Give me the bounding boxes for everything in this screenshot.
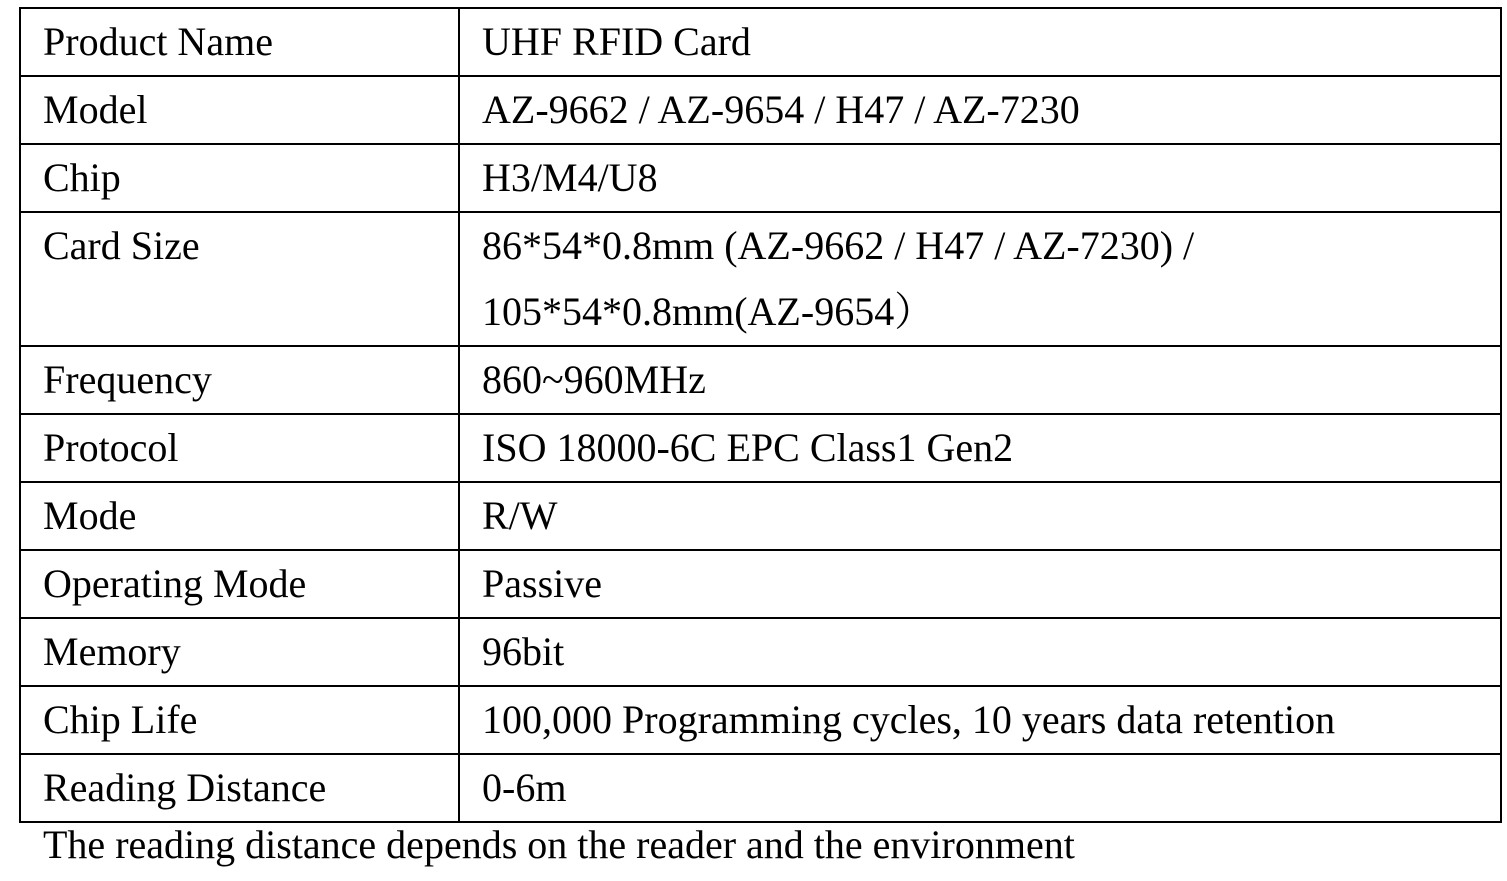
row-value-mode: R/W <box>459 482 1501 550</box>
table-row <box>20 482 1501 550</box>
spec-table <box>19 7 1502 823</box>
row-label-card-size: Card Size <box>20 212 459 346</box>
row-value-chip-life: 100,000 Programming cycles, 10 years data retention <box>459 686 1501 754</box>
row-value-reading-distance: 0-6m <box>459 754 1501 822</box>
table-row <box>20 414 1501 482</box>
row-label-memory: Memory <box>20 618 459 686</box>
row-value-model: AZ-9662 / AZ-9654 / H47 / AZ-7230 <box>459 76 1501 144</box>
row-label-chip-life: Chip Life <box>20 686 459 754</box>
row-value-memory: 96bit <box>459 618 1501 686</box>
table-row <box>20 618 1501 686</box>
table-row <box>20 346 1501 414</box>
table-row <box>20 754 1501 822</box>
table-row <box>20 212 1501 346</box>
table-row <box>20 144 1501 212</box>
row-value-operating-mode: Passive <box>459 550 1501 618</box>
card-size-line-2: 105*54*0.8mm(AZ-9654） <box>482 289 935 334</box>
row-label-mode: Mode <box>20 482 459 550</box>
row-label-reading-distance: Reading Distance <box>20 754 459 822</box>
row-label-operating-mode: Operating Mode <box>20 550 459 618</box>
row-value-product-name: UHF RFID Card <box>459 8 1501 76</box>
table-row <box>20 76 1501 144</box>
row-label-chip: Chip <box>20 144 459 212</box>
table-row <box>20 550 1501 618</box>
card-size-line-1: 86*54*0.8mm (AZ-9662 / H47 / AZ-7230) / <box>482 223 1195 268</box>
row-label-protocol: Protocol <box>20 414 459 482</box>
row-value-card-size <box>459 212 1501 346</box>
table-row <box>20 8 1501 76</box>
row-label-model: Model <box>20 76 459 144</box>
row-label-product-name: Product Name <box>20 8 459 76</box>
row-value-chip: H3/M4/U8 <box>459 144 1501 212</box>
table-row <box>20 686 1501 754</box>
footnote: The reading distance depends on the reader and the environment <box>43 822 1075 867</box>
row-label-frequency: Frequency <box>20 346 459 414</box>
row-value-frequency: 860~960MHz <box>459 346 1501 414</box>
row-value-protocol: ISO 18000-6C EPC Class1 Gen2 <box>459 414 1501 482</box>
